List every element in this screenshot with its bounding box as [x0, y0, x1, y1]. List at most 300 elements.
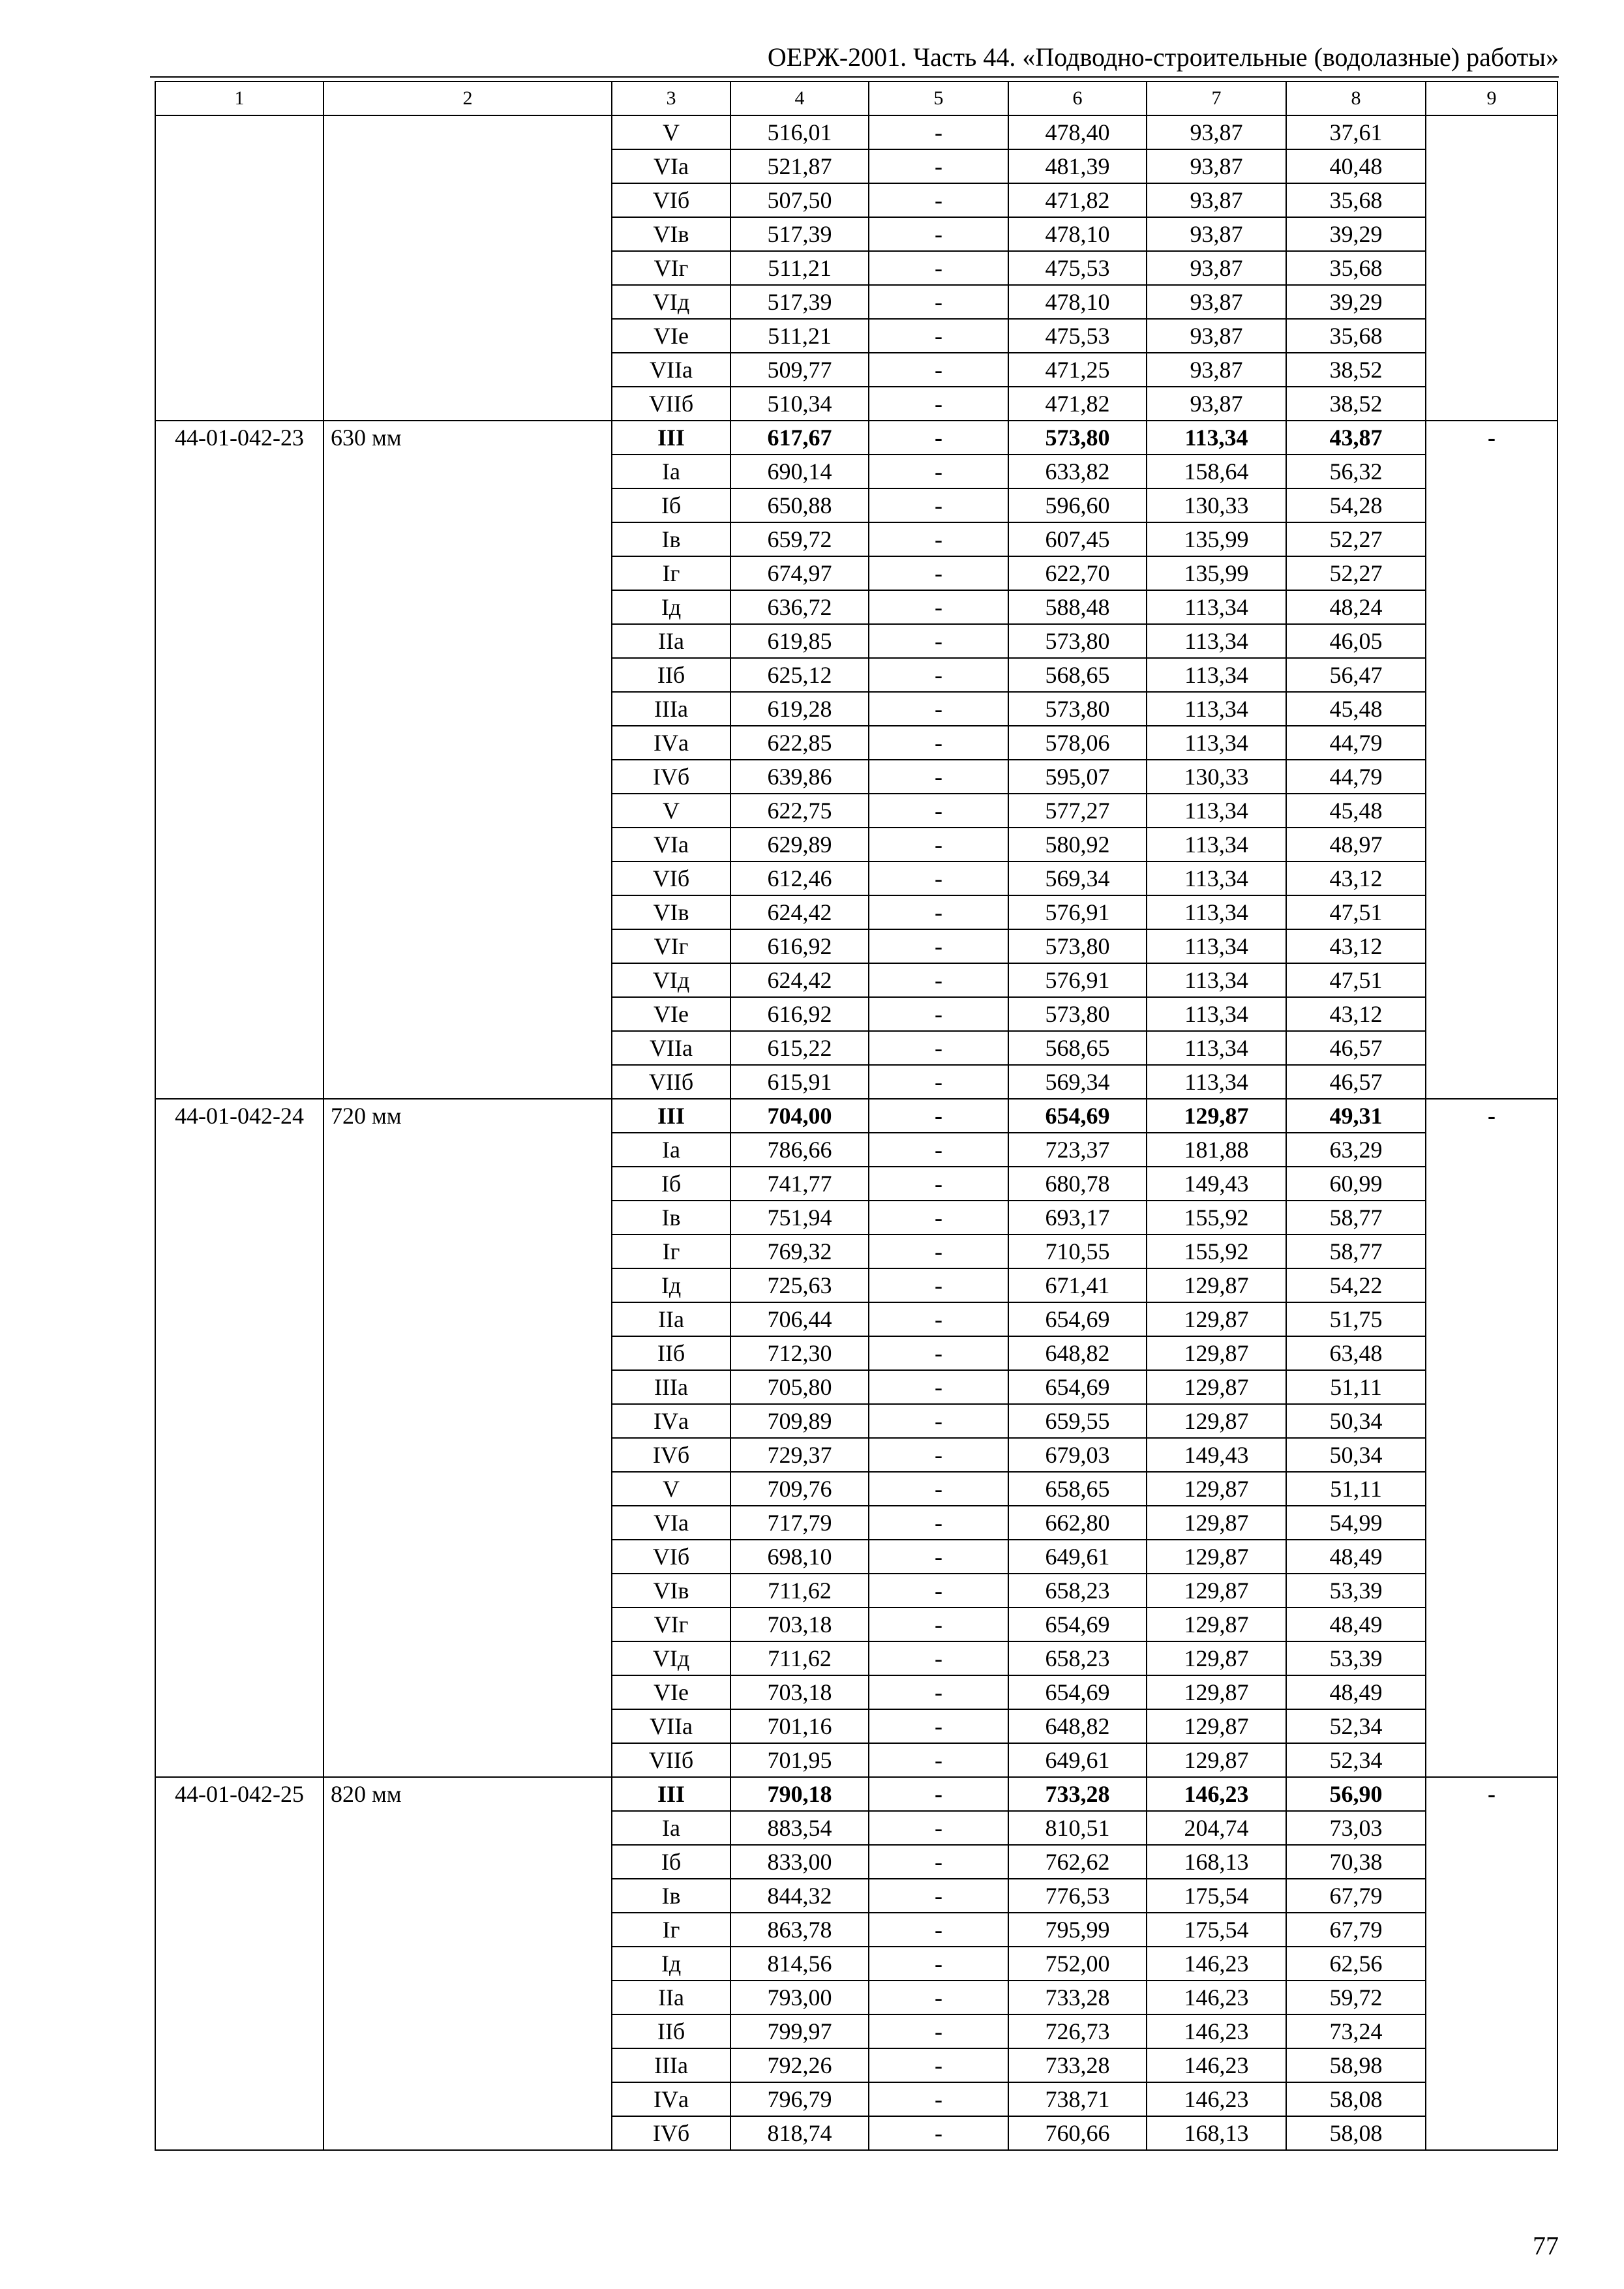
value-cell: 710,55 [1008, 1234, 1147, 1268]
value-cell: 790,18 [730, 1777, 869, 1811]
value-cell: 73,03 [1286, 1811, 1426, 1845]
zone-cell: Iа [612, 1133, 730, 1167]
page-number: 77 [1533, 2231, 1559, 2260]
value-cell: - [869, 1506, 1008, 1540]
value-cell: 810,51 [1008, 1811, 1147, 1845]
zone-cell: VIв [612, 1574, 730, 1608]
value-cell: 573,80 [1008, 929, 1147, 963]
zone-cell: VIе [612, 319, 730, 353]
page-header: ОЕРЖ-2001. Часть 44. «Подводно-строительные (водолазные) работы» [767, 42, 1559, 72]
column-9-cell: - [1426, 1777, 1557, 2150]
value-cell: - [869, 1540, 1008, 1574]
zone-cell: VIIб [612, 387, 730, 421]
value-cell: 175,54 [1147, 1913, 1286, 1947]
value-cell: 70,38 [1286, 1845, 1426, 1879]
value-cell: 49,31 [1286, 1099, 1426, 1133]
value-cell: 612,46 [730, 861, 869, 895]
value-cell: 46,57 [1286, 1065, 1426, 1099]
value-cell: 47,51 [1286, 963, 1426, 997]
value-cell: 40,48 [1286, 149, 1426, 183]
value-cell: 58,77 [1286, 1234, 1426, 1268]
zone-cell: VIа [612, 149, 730, 183]
value-cell: - [869, 285, 1008, 319]
value-cell: - [869, 1709, 1008, 1743]
value-cell: 648,82 [1008, 1336, 1147, 1370]
value-cell: 471,82 [1008, 183, 1147, 217]
zone-cell: Iд [612, 1947, 730, 1981]
value-cell: 733,28 [1008, 1981, 1147, 2014]
value-cell: 146,23 [1147, 2082, 1286, 2116]
table-row [155, 1099, 1557, 1133]
zone-cell: VIб [612, 183, 730, 217]
value-cell: 47,51 [1286, 895, 1426, 929]
value-cell: 129,87 [1147, 1641, 1286, 1675]
value-cell: 679,03 [1008, 1438, 1147, 1472]
value-cell: 507,50 [730, 183, 869, 217]
value-cell: 93,87 [1147, 183, 1286, 217]
pipe-diameter-cell: 630 мм [323, 421, 612, 1099]
value-cell: 624,42 [730, 895, 869, 929]
value-cell: 659,72 [730, 522, 869, 556]
value-cell: 799,97 [730, 2014, 869, 2048]
value-cell: 703,18 [730, 1675, 869, 1709]
value-cell: 633,82 [1008, 455, 1147, 488]
value-cell: 113,34 [1147, 658, 1286, 692]
value-cell: 475,53 [1008, 251, 1147, 285]
value-cell: - [869, 1404, 1008, 1438]
value-cell: - [869, 895, 1008, 929]
rates-table-body [155, 82, 1557, 2150]
zone-cell: V [612, 794, 730, 828]
zone-cell: Iг [612, 1913, 730, 1947]
value-cell: 607,45 [1008, 522, 1147, 556]
value-cell: 588,48 [1008, 590, 1147, 624]
value-cell: 792,26 [730, 2048, 869, 2082]
value-cell: 67,79 [1286, 1913, 1426, 1947]
value-cell: 516,01 [730, 115, 869, 149]
value-cell: 596,60 [1008, 488, 1147, 522]
value-cell: 63,29 [1286, 1133, 1426, 1167]
column-number: 6 [1008, 82, 1147, 115]
value-cell: - [869, 794, 1008, 828]
value-cell: 776,53 [1008, 1879, 1147, 1913]
value-cell: 639,86 [730, 760, 869, 794]
value-cell: 129,87 [1147, 1506, 1286, 1540]
zone-cell: III [612, 1777, 730, 1811]
value-cell: - [869, 1302, 1008, 1336]
value-cell: 569,34 [1008, 861, 1147, 895]
zone-cell: IVб [612, 1438, 730, 1472]
value-cell: 624,42 [730, 963, 869, 997]
rates-table-container [155, 81, 1557, 2151]
value-cell: - [869, 217, 1008, 251]
value-cell: 711,62 [730, 1641, 869, 1675]
zone-cell: Iа [612, 1811, 730, 1845]
zone-cell: IIа [612, 624, 730, 658]
value-cell: 709,89 [730, 1404, 869, 1438]
value-cell: 729,37 [730, 1438, 869, 1472]
zone-cell: IIIа [612, 1370, 730, 1404]
value-cell: 113,34 [1147, 421, 1286, 455]
value-cell: 48,49 [1286, 1608, 1426, 1641]
value-cell: 62,56 [1286, 1947, 1426, 1981]
value-cell: - [869, 488, 1008, 522]
value-cell: - [869, 387, 1008, 421]
value-cell: 622,75 [730, 794, 869, 828]
value-cell: 712,30 [730, 1336, 869, 1370]
value-cell: 725,63 [730, 1268, 869, 1302]
value-cell: - [869, 421, 1008, 455]
value-cell: 844,32 [730, 1879, 869, 1913]
value-cell: 595,07 [1008, 760, 1147, 794]
value-cell: 175,54 [1147, 1879, 1286, 1913]
zone-cell: VIв [612, 895, 730, 929]
value-cell: 517,39 [730, 217, 869, 251]
value-cell: 654,69 [1008, 1099, 1147, 1133]
value-cell: 43,12 [1286, 861, 1426, 895]
value-cell: 511,21 [730, 319, 869, 353]
table-row [155, 1777, 1557, 1811]
value-cell: 52,27 [1286, 522, 1426, 556]
zone-cell: Iг [612, 1234, 730, 1268]
value-cell: 50,34 [1286, 1404, 1426, 1438]
zone-cell: VIIб [612, 1743, 730, 1777]
value-cell: - [869, 1031, 1008, 1065]
value-cell: 576,91 [1008, 963, 1147, 997]
value-cell: 573,80 [1008, 692, 1147, 726]
value-cell: 129,87 [1147, 1336, 1286, 1370]
value-cell: - [869, 2048, 1008, 2082]
value-cell: 45,48 [1286, 794, 1426, 828]
value-cell: - [869, 353, 1008, 387]
zone-cell: VIа [612, 828, 730, 861]
value-cell: 58,08 [1286, 2116, 1426, 2150]
value-cell: 39,29 [1286, 217, 1426, 251]
value-cell: 786,66 [730, 1133, 869, 1167]
value-cell: 573,80 [1008, 997, 1147, 1031]
value-cell: 51,11 [1286, 1472, 1426, 1506]
value-cell: 576,91 [1008, 895, 1147, 929]
zone-cell: Iа [612, 455, 730, 488]
value-cell: - [869, 183, 1008, 217]
table-row [155, 115, 1557, 149]
value-cell: 654,69 [1008, 1302, 1147, 1336]
value-cell: 130,33 [1147, 488, 1286, 522]
value-cell: - [869, 1947, 1008, 1981]
value-cell: 129,87 [1147, 1404, 1286, 1438]
value-cell: 129,87 [1147, 1472, 1286, 1506]
value-cell: - [869, 319, 1008, 353]
value-cell: 680,78 [1008, 1167, 1147, 1201]
value-cell: - [869, 1913, 1008, 1947]
value-cell: 93,87 [1147, 387, 1286, 421]
zone-cell: V [612, 1472, 730, 1506]
value-cell: 629,89 [730, 828, 869, 861]
value-cell: - [869, 1438, 1008, 1472]
value-cell: 471,25 [1008, 353, 1147, 387]
zone-cell: IVа [612, 726, 730, 760]
value-cell: 39,29 [1286, 285, 1426, 319]
zone-cell: VIIа [612, 1709, 730, 1743]
zone-cell: VIг [612, 929, 730, 963]
column-9-cell [1426, 115, 1557, 421]
value-cell: 818,74 [730, 2116, 869, 2150]
value-cell: 113,34 [1147, 726, 1286, 760]
value-cell: 129,87 [1147, 1709, 1286, 1743]
zone-cell: IIа [612, 1981, 730, 2014]
value-cell: 833,00 [730, 1845, 869, 1879]
value-cell: - [869, 861, 1008, 895]
value-cell: 46,05 [1286, 624, 1426, 658]
value-cell: - [869, 2116, 1008, 2150]
value-cell: 113,34 [1147, 861, 1286, 895]
value-cell: - [869, 1845, 1008, 1879]
value-cell: 475,53 [1008, 319, 1147, 353]
zone-cell: Iд [612, 590, 730, 624]
zone-cell: Iд [612, 1268, 730, 1302]
value-cell: 129,87 [1147, 1608, 1286, 1641]
value-cell: - [869, 1608, 1008, 1641]
value-cell: 129,87 [1147, 1574, 1286, 1608]
value-cell: - [869, 1370, 1008, 1404]
value-cell: 113,34 [1147, 1031, 1286, 1065]
value-cell: 726,73 [1008, 2014, 1147, 2048]
value-cell: 760,66 [1008, 2116, 1147, 2150]
value-cell: 149,43 [1147, 1438, 1286, 1472]
value-cell: 52,34 [1286, 1743, 1426, 1777]
value-cell: 59,72 [1286, 1981, 1426, 2014]
value-cell: - [869, 522, 1008, 556]
column-9-cell: - [1426, 1099, 1557, 1777]
value-cell: 706,44 [730, 1302, 869, 1336]
value-cell: - [869, 1675, 1008, 1709]
value-cell: 636,72 [730, 590, 869, 624]
value-cell: 471,82 [1008, 387, 1147, 421]
value-cell: - [869, 658, 1008, 692]
pipe-diameter-cell: 720 мм [323, 1099, 612, 1777]
value-cell: 481,39 [1008, 149, 1147, 183]
value-cell: - [869, 1981, 1008, 2014]
value-cell: 478,40 [1008, 115, 1147, 149]
value-cell: 48,24 [1286, 590, 1426, 624]
value-cell: 733,28 [1008, 2048, 1147, 2082]
value-cell: - [869, 828, 1008, 861]
value-cell: - [869, 149, 1008, 183]
value-cell: 35,68 [1286, 319, 1426, 353]
value-cell: - [869, 1574, 1008, 1608]
value-cell: 63,48 [1286, 1336, 1426, 1370]
value-cell: - [869, 2082, 1008, 2116]
value-cell: 73,24 [1286, 2014, 1426, 2048]
value-cell: 129,87 [1147, 1302, 1286, 1336]
value-cell: - [869, 115, 1008, 149]
value-cell: - [869, 590, 1008, 624]
value-cell: 93,87 [1147, 285, 1286, 319]
zone-cell: III [612, 1099, 730, 1133]
value-cell: - [869, 1777, 1008, 1811]
value-cell: 48,97 [1286, 828, 1426, 861]
value-cell: 671,41 [1008, 1268, 1147, 1302]
zone-cell: VIб [612, 861, 730, 895]
value-cell: 129,87 [1147, 1743, 1286, 1777]
value-cell: - [869, 556, 1008, 590]
value-cell: 654,69 [1008, 1608, 1147, 1641]
value-cell: 883,54 [730, 1811, 869, 1845]
value-cell: 35,68 [1286, 251, 1426, 285]
zone-cell: V [612, 115, 730, 149]
value-cell: 52,34 [1286, 1709, 1426, 1743]
value-cell: 701,16 [730, 1709, 869, 1743]
value-cell: 155,92 [1147, 1234, 1286, 1268]
value-cell: 863,78 [730, 1913, 869, 1947]
zone-cell: IIIа [612, 2048, 730, 2082]
zone-cell: IIа [612, 1302, 730, 1336]
value-cell: 53,39 [1286, 1574, 1426, 1608]
value-cell: - [869, 1268, 1008, 1302]
zone-cell: IVб [612, 2116, 730, 2150]
value-cell: 615,22 [730, 1031, 869, 1065]
value-cell: 658,65 [1008, 1472, 1147, 1506]
value-cell: 130,33 [1147, 760, 1286, 794]
value-cell: 703,18 [730, 1608, 869, 1641]
value-cell: 573,80 [1008, 624, 1147, 658]
value-cell: 149,43 [1147, 1167, 1286, 1201]
value-cell: 658,23 [1008, 1641, 1147, 1675]
value-cell: 38,52 [1286, 353, 1426, 387]
value-cell: 113,34 [1147, 1065, 1286, 1099]
value-cell: 43,12 [1286, 997, 1426, 1031]
value-cell: 168,13 [1147, 1845, 1286, 1879]
value-cell: 56,32 [1286, 455, 1426, 488]
value-cell: 53,39 [1286, 1641, 1426, 1675]
value-cell: 46,57 [1286, 1031, 1426, 1065]
zone-cell: IIIа [612, 692, 730, 726]
value-cell: 54,99 [1286, 1506, 1426, 1540]
value-cell: 146,23 [1147, 1981, 1286, 2014]
value-cell: 113,34 [1147, 929, 1286, 963]
value-cell: - [869, 455, 1008, 488]
value-cell: 793,00 [730, 1981, 869, 2014]
value-cell: 649,61 [1008, 1540, 1147, 1574]
zone-cell: Iв [612, 1879, 730, 1913]
value-cell: - [869, 1065, 1008, 1099]
value-cell: 146,23 [1147, 2014, 1286, 2048]
zone-cell: VIд [612, 1641, 730, 1675]
zone-cell: Iб [612, 488, 730, 522]
value-cell: 113,34 [1147, 895, 1286, 929]
value-cell: 48,49 [1286, 1540, 1426, 1574]
zone-cell: VIв [612, 217, 730, 251]
column-9-cell: - [1426, 421, 1557, 1099]
value-cell: 93,87 [1147, 115, 1286, 149]
value-cell: 478,10 [1008, 217, 1147, 251]
value-cell: 51,75 [1286, 1302, 1426, 1336]
zone-cell: Iб [612, 1845, 730, 1879]
pipe-diameter-cell [323, 115, 612, 421]
value-cell: 44,79 [1286, 726, 1426, 760]
value-cell: 93,87 [1147, 149, 1286, 183]
value-cell: 60,99 [1286, 1167, 1426, 1201]
value-cell: 733,28 [1008, 1777, 1147, 1811]
value-cell: - [869, 1336, 1008, 1370]
zone-cell: III [612, 421, 730, 455]
zone-cell: VIIа [612, 1031, 730, 1065]
value-cell: 648,82 [1008, 1709, 1147, 1743]
value-cell: 650,88 [730, 488, 869, 522]
column-number-row [155, 82, 1557, 115]
column-number: 5 [869, 82, 1008, 115]
value-cell: 662,80 [1008, 1506, 1147, 1540]
value-cell: 56,90 [1286, 1777, 1426, 1811]
rates-table [155, 81, 1558, 2151]
value-cell: 751,94 [730, 1201, 869, 1234]
value-cell: 511,21 [730, 251, 869, 285]
value-cell: 711,62 [730, 1574, 869, 1608]
value-cell: 738,71 [1008, 2082, 1147, 2116]
column-number: 3 [612, 82, 730, 115]
value-cell: - [869, 760, 1008, 794]
value-cell: 619,85 [730, 624, 869, 658]
column-number: 1 [155, 82, 323, 115]
value-cell: 698,10 [730, 1540, 869, 1574]
value-cell: 625,12 [730, 658, 869, 692]
value-cell: 723,37 [1008, 1133, 1147, 1167]
value-cell: 510,34 [730, 387, 869, 421]
value-cell: - [869, 726, 1008, 760]
rate-code-cell: 44-01-042-25 [155, 1777, 323, 2150]
value-cell: 35,68 [1286, 183, 1426, 217]
value-cell: 704,00 [730, 1099, 869, 1133]
pipe-diameter-cell: 820 мм [323, 1777, 612, 2150]
zone-cell: VIе [612, 997, 730, 1031]
zone-cell: IIб [612, 658, 730, 692]
value-cell: 578,06 [1008, 726, 1147, 760]
value-cell: 521,87 [730, 149, 869, 183]
value-cell: 58,77 [1286, 1201, 1426, 1234]
value-cell: 674,97 [730, 556, 869, 590]
value-cell: 146,23 [1147, 1777, 1286, 1811]
value-cell: 51,11 [1286, 1370, 1426, 1404]
value-cell: 517,39 [730, 285, 869, 319]
value-cell: 796,79 [730, 2082, 869, 2116]
value-cell: 50,34 [1286, 1438, 1426, 1472]
value-cell: 93,87 [1147, 353, 1286, 387]
value-cell: 580,92 [1008, 828, 1147, 861]
value-cell: 93,87 [1147, 217, 1286, 251]
value-cell: 129,87 [1147, 1099, 1286, 1133]
zone-cell: VIIа [612, 353, 730, 387]
value-cell: - [869, 1743, 1008, 1777]
value-cell: 573,80 [1008, 421, 1147, 455]
value-cell: 616,92 [730, 997, 869, 1031]
value-cell: 52,27 [1286, 556, 1426, 590]
value-cell: - [869, 1133, 1008, 1167]
column-number: 4 [730, 82, 869, 115]
value-cell: 113,34 [1147, 624, 1286, 658]
value-cell: 48,49 [1286, 1675, 1426, 1709]
column-number: 8 [1286, 82, 1426, 115]
value-cell: 622,85 [730, 726, 869, 760]
zone-cell: IVа [612, 2082, 730, 2116]
zone-cell: IIб [612, 1336, 730, 1370]
value-cell: 658,23 [1008, 1574, 1147, 1608]
value-cell: 690,14 [730, 455, 869, 488]
value-cell: - [869, 692, 1008, 726]
value-cell: 509,77 [730, 353, 869, 387]
value-cell: 58,08 [1286, 2082, 1426, 2116]
value-cell: 56,47 [1286, 658, 1426, 692]
value-cell: - [869, 251, 1008, 285]
